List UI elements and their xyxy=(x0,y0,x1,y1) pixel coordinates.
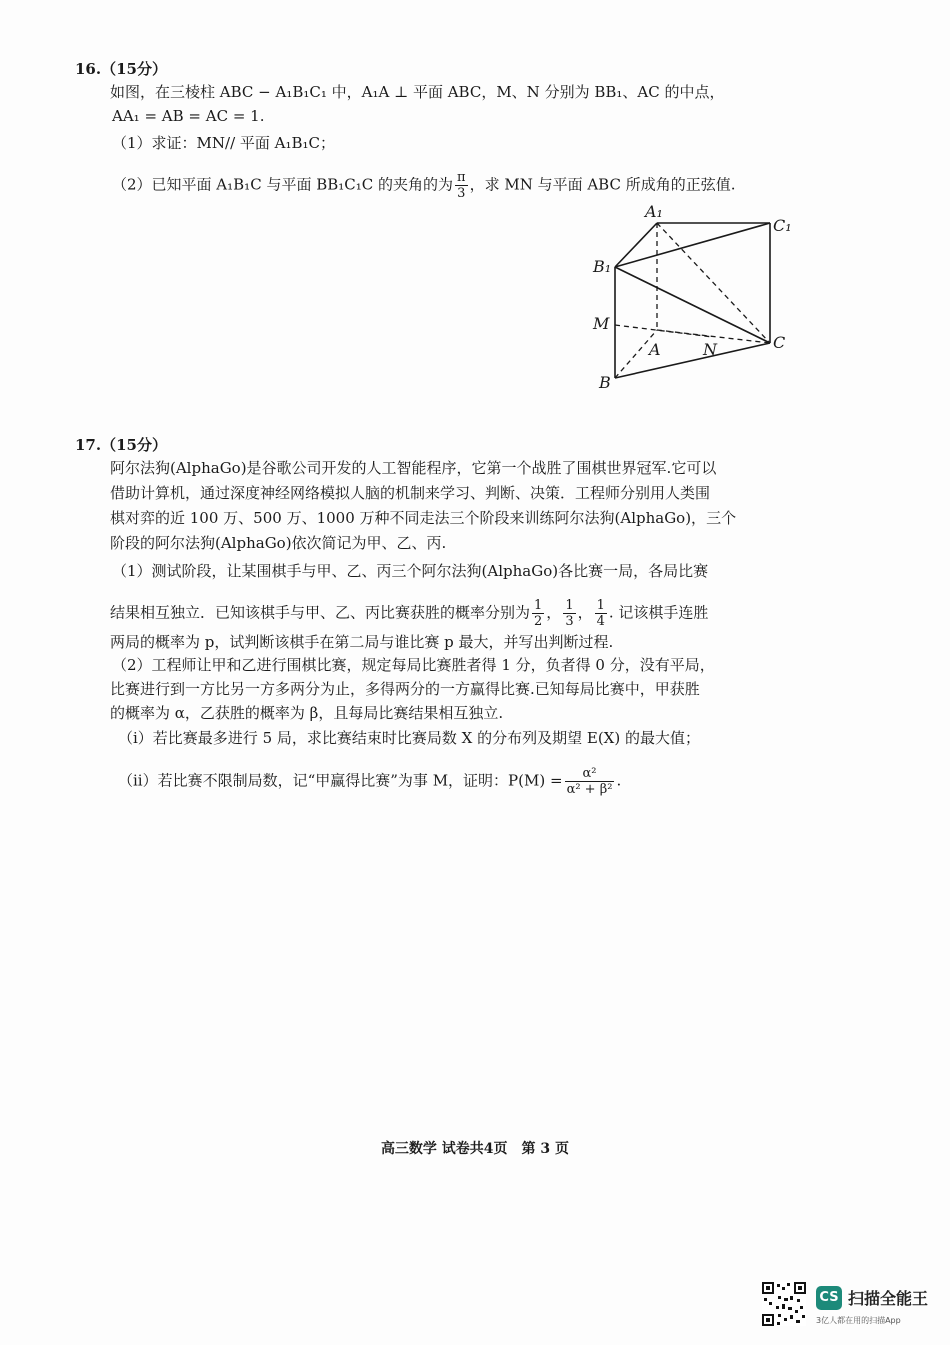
label-B1: B₁ xyxy=(593,257,612,276)
label-C: C xyxy=(773,333,786,352)
q17-part2-line2: 比赛进行到一方比另一方多两分为止，多得两分的一方赢得比赛.已知每局比赛中，甲获胜 xyxy=(110,680,700,698)
q17-part2-ii: （ii）若比赛不限制局数，记“甲赢得比赛”为事 M，证明：P(M) = $\frac{\text{α²}}{\text{α² + β²}}$ . xyxy=(118,766,622,797)
q17-part1-line1: （1）测试阶段，让某围棋手与甲、乙、丙三个阿尔法狗(AlphaGo)各比赛一局，各局比赛 xyxy=(112,562,709,580)
q17-part2-i: （i）若比赛最多进行 5 局，求比赛结束时比赛局数 X 的分布列及期望 E(X) 的最大值； xyxy=(118,729,700,747)
q17-paragraph-line2: 借助计算机，通过深度神经网络模拟人脑的机制来学习、判断、决策．工程师分别用人类围 xyxy=(110,484,711,502)
q16-statement-line1: 如图，在三棱柱 ABC − A₁B₁C₁ 中，A₁A ⊥ 平面 ABC，M、N 分别为 BB₁、AC 的中点， xyxy=(110,83,725,101)
label-A: A xyxy=(649,340,661,359)
label-M: M xyxy=(593,314,610,333)
edge-BC xyxy=(615,343,770,378)
q17-paragraph-line4: 阶段的阿尔法狗(AlphaGo)依次简记为甲、乙、丙. xyxy=(110,534,447,552)
fraction-one-quarter: $\frac{1}{4}$ xyxy=(596,598,605,629)
prism-figure xyxy=(585,195,800,395)
edge-B1C1 xyxy=(615,223,770,267)
q17-part1-line2: 结果相互独立．已知该棋手与甲、乙、丙比赛获胜的概率分别为 $\frac{1}{2}$ ， $\frac{1}{3}$ ， $\frac{1}{4}$ . 记该棋手连胜 xyxy=(110,598,709,629)
q17-part2-line3: 的概率为 α，乙获胜的概率为 β，且每局比赛结果相互独立. xyxy=(110,704,504,722)
q17-paragraph-line3: 棋对弈的近 100 万、500 万、1000 万种不同走法三个阶段来训练阿尔法狗(AlphaGo)，三个 xyxy=(110,509,737,527)
fraction-one-half: $\frac{1}{2}$ xyxy=(534,598,543,629)
page-footer: 高三数学 试卷共4页 第 3 页 xyxy=(380,1141,570,1157)
label-B: B xyxy=(599,373,611,392)
q17-part2-line1: （2）工程师让甲和乙进行围棋比赛，规定每局比赛胜者得 1 分，负者得 0 分，没有平局， xyxy=(112,656,715,674)
label-A1: A₁ xyxy=(645,202,663,221)
label-C1: C₁ xyxy=(773,216,792,235)
qr-code-icon xyxy=(762,1282,806,1326)
q17-header: 17.（15分） xyxy=(75,436,167,454)
fraction-one-third: $\frac{1}{3}$ xyxy=(565,598,574,629)
probability-fraction: $\frac{\text{α²}}{\text{α² + β²}}$ xyxy=(566,766,613,797)
edge-A1C xyxy=(657,223,770,343)
camscanner-logo: CS xyxy=(816,1286,842,1310)
scanner-tagline: 3亿人都在用的扫描App xyxy=(816,1316,901,1325)
q16-header: 16.（15分） xyxy=(75,60,167,78)
edge-B1C xyxy=(615,267,770,343)
pi-over-3-fraction: $\frac{\pi}{3}$ xyxy=(457,170,466,201)
label-N: N xyxy=(703,340,717,359)
q17-paragraph-line1: 阿尔法狗(AlphaGo)是谷歌公司开发的人工智能程序，它第一个战胜了围棋世界冠军.它可以 xyxy=(110,459,717,477)
q17-part1-line3: 两局的概率为 p，试判断该棋手在第二局与谁比赛 p 最大，并写出判断过程. xyxy=(110,633,614,651)
prism-diagram xyxy=(585,195,800,395)
q16-part2: （2）已知平面 A₁B₁C 与平面 BB₁C₁C 的夹角的为 $\frac{\pi}{3}$ ，求 MN 与平面 ABC 所成角的正弦值. xyxy=(112,170,736,201)
q16-statement-line2: AA₁ = AB = AC = 1. xyxy=(112,107,265,125)
q16-part1: （1）求证：MN// 平面 A₁B₁C； xyxy=(112,134,336,152)
segment-MN xyxy=(615,325,713,337)
scanner-brand-name: 扫描全能王 xyxy=(848,1289,929,1308)
